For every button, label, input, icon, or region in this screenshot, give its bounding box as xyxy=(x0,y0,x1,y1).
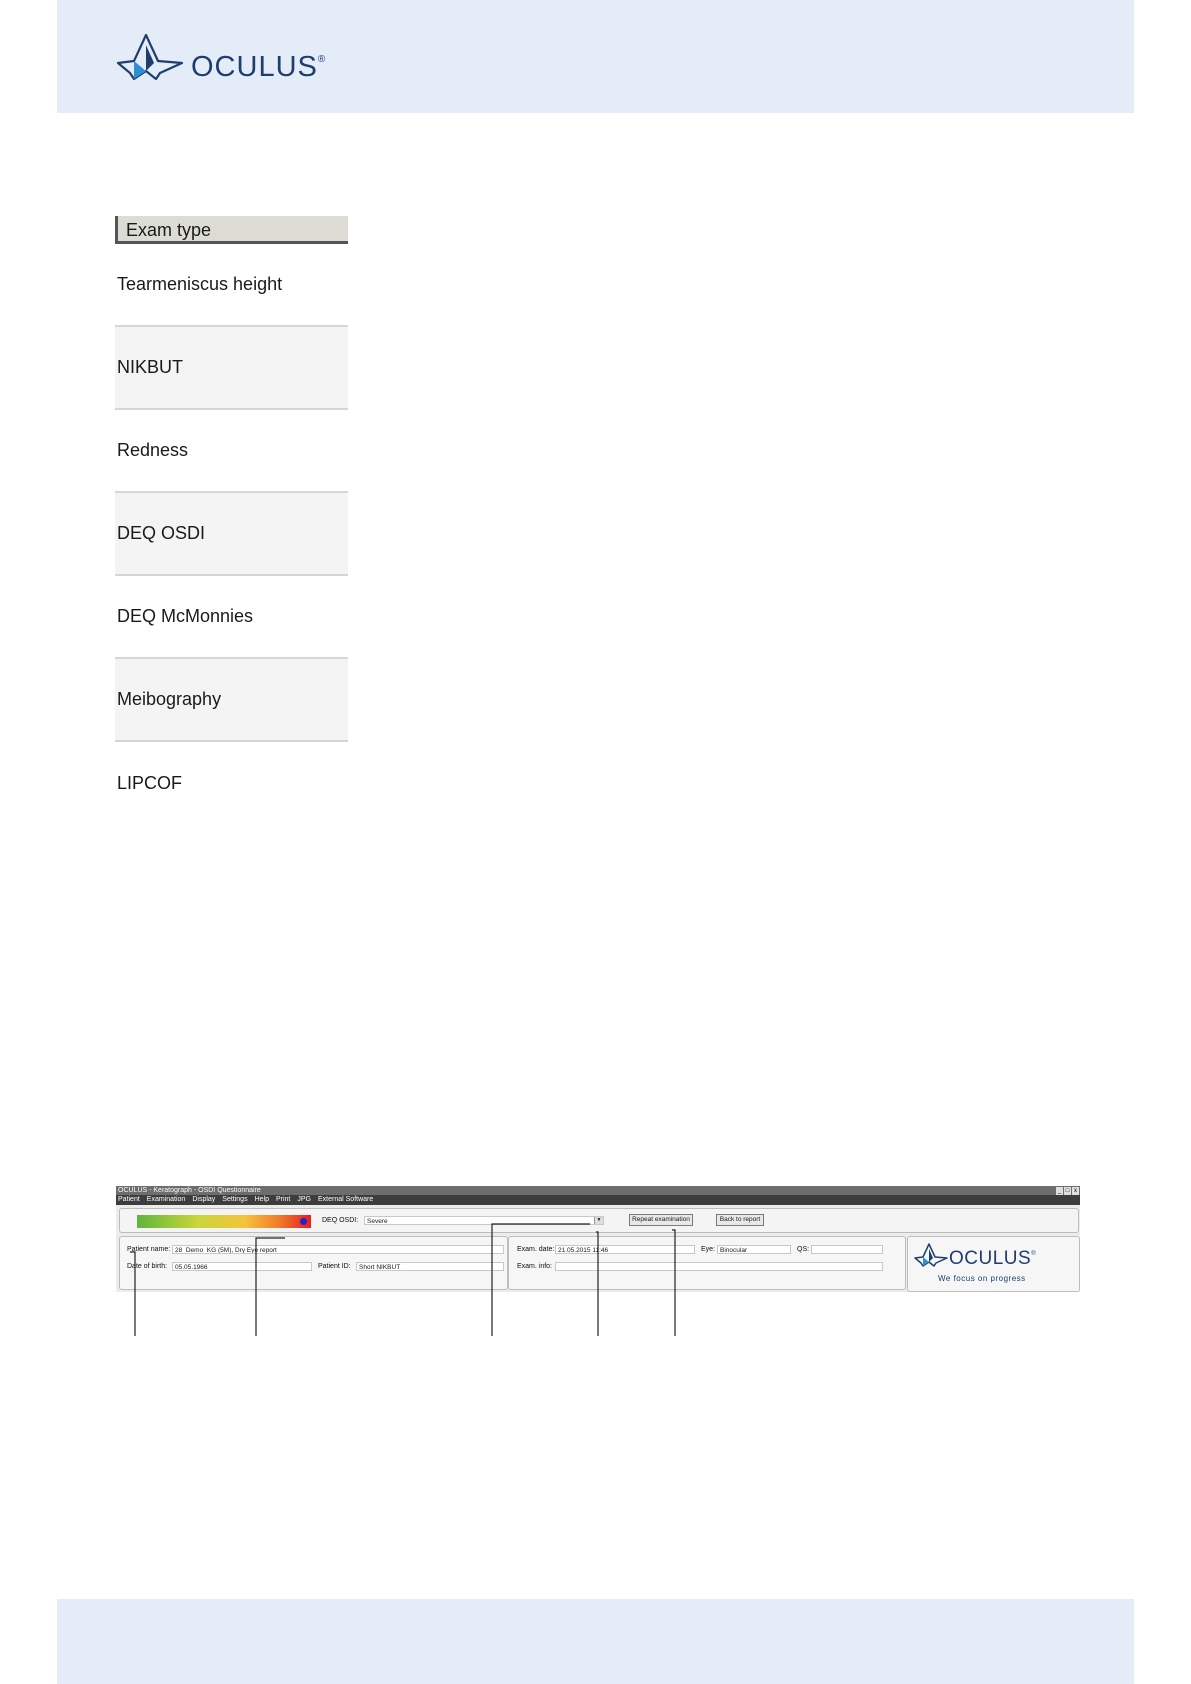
menu-help[interactable]: Help xyxy=(254,1196,269,1203)
logo-reg: ® xyxy=(317,54,327,65)
exam-row-tearmeniscus: Tearmeniscus height xyxy=(115,244,348,327)
severity-marker xyxy=(300,1218,307,1225)
deq-osdi-label: DEQ OSDI: xyxy=(322,1217,359,1224)
qs-label: QS: xyxy=(797,1246,810,1253)
exam-row-deq-mcmonnies: DEQ McMonnies xyxy=(115,576,348,659)
exam-info-label: Exam. info: xyxy=(517,1263,553,1270)
close-icon[interactable]: x xyxy=(1074,1188,1077,1194)
minimize-icon[interactable]: _ xyxy=(1057,1188,1062,1194)
window-titlebar xyxy=(116,1186,1080,1195)
logo-slogan: We focus on progress xyxy=(938,1274,1026,1283)
window-buttons xyxy=(1055,1186,1079,1195)
menu-display[interactable]: Display xyxy=(192,1196,216,1203)
patient-id-label: Patient ID: xyxy=(318,1263,351,1270)
deq-osdi-dropdown[interactable] xyxy=(364,1216,604,1225)
exam-type-table xyxy=(115,216,348,825)
exam-type-header: Exam type xyxy=(115,216,348,244)
oculus-logo xyxy=(116,33,351,81)
window-title: OCULUS - Keratograph - OSDI Questionnaire xyxy=(118,1187,261,1194)
exam-row-nikbut: NIKBUT xyxy=(115,327,348,410)
patient-panel xyxy=(119,1236,508,1290)
maximize-icon[interactable]: □ xyxy=(1065,1188,1070,1194)
dob-label: Date of birth: xyxy=(127,1263,168,1270)
exam-date-label: Exam. date: xyxy=(517,1246,555,1253)
eye-field[interactable]: Binocular xyxy=(717,1245,791,1254)
oculus-star-icon-small xyxy=(914,1242,950,1268)
exam-row-redness: Redness xyxy=(115,410,348,493)
result-toolbar xyxy=(119,1208,1079,1233)
exam-panel xyxy=(508,1236,906,1290)
patient-id-field[interactable]: Short NIKBUT xyxy=(356,1262,504,1271)
oculus-star-icon xyxy=(116,33,188,81)
eye-label: Eye: xyxy=(701,1246,716,1253)
exam-info-field[interactable] xyxy=(555,1262,883,1271)
back-to-report-button[interactable]: Back to report xyxy=(716,1214,764,1226)
oculus-logo-panel xyxy=(907,1236,1080,1292)
exam-date-field[interactable]: 21.05.2015 11:46 xyxy=(555,1245,695,1254)
severity-gauge xyxy=(137,1215,311,1228)
menu-jpg[interactable]: JPG xyxy=(297,1196,312,1203)
software-screenshot xyxy=(116,1186,1080,1292)
menu-bar xyxy=(116,1195,1080,1205)
patient-name-field[interactable]: 28_Demo_KG (5M), Dry Eye report xyxy=(172,1245,504,1254)
logo-reg-small: ® xyxy=(1031,1251,1037,1257)
exam-row-meibography: Meibography xyxy=(115,659,348,742)
logo-wordmark xyxy=(191,51,326,84)
menu-print[interactable]: Print xyxy=(275,1196,291,1203)
dob-field[interactable]: 05.05.1966 xyxy=(172,1262,312,1271)
menu-external-software[interactable]: External Software xyxy=(318,1196,374,1203)
logo-wordmark-small xyxy=(949,1248,1036,1270)
chevron-down-icon[interactable]: ▼ xyxy=(594,1217,603,1224)
logo-name: OCULUS xyxy=(191,51,318,83)
menu-settings[interactable]: Settings xyxy=(222,1196,248,1203)
logo-name-small: OCULUS xyxy=(949,1248,1032,1269)
patient-name-label: Patient name: xyxy=(127,1246,171,1253)
qs-field[interactable] xyxy=(811,1245,883,1254)
deq-osdi-value: Severe xyxy=(367,1218,388,1225)
repeat-examination-button[interactable]: Repeat examination xyxy=(629,1214,693,1226)
exam-row-lipcof: LIPCOF xyxy=(117,773,183,793)
page-footer-band xyxy=(57,1599,1134,1684)
menu-examination[interactable]: Examination xyxy=(146,1196,186,1203)
menu-patient[interactable]: Patient xyxy=(118,1196,140,1203)
exam-row-deq-osdi: DEQ OSDI xyxy=(115,493,348,576)
